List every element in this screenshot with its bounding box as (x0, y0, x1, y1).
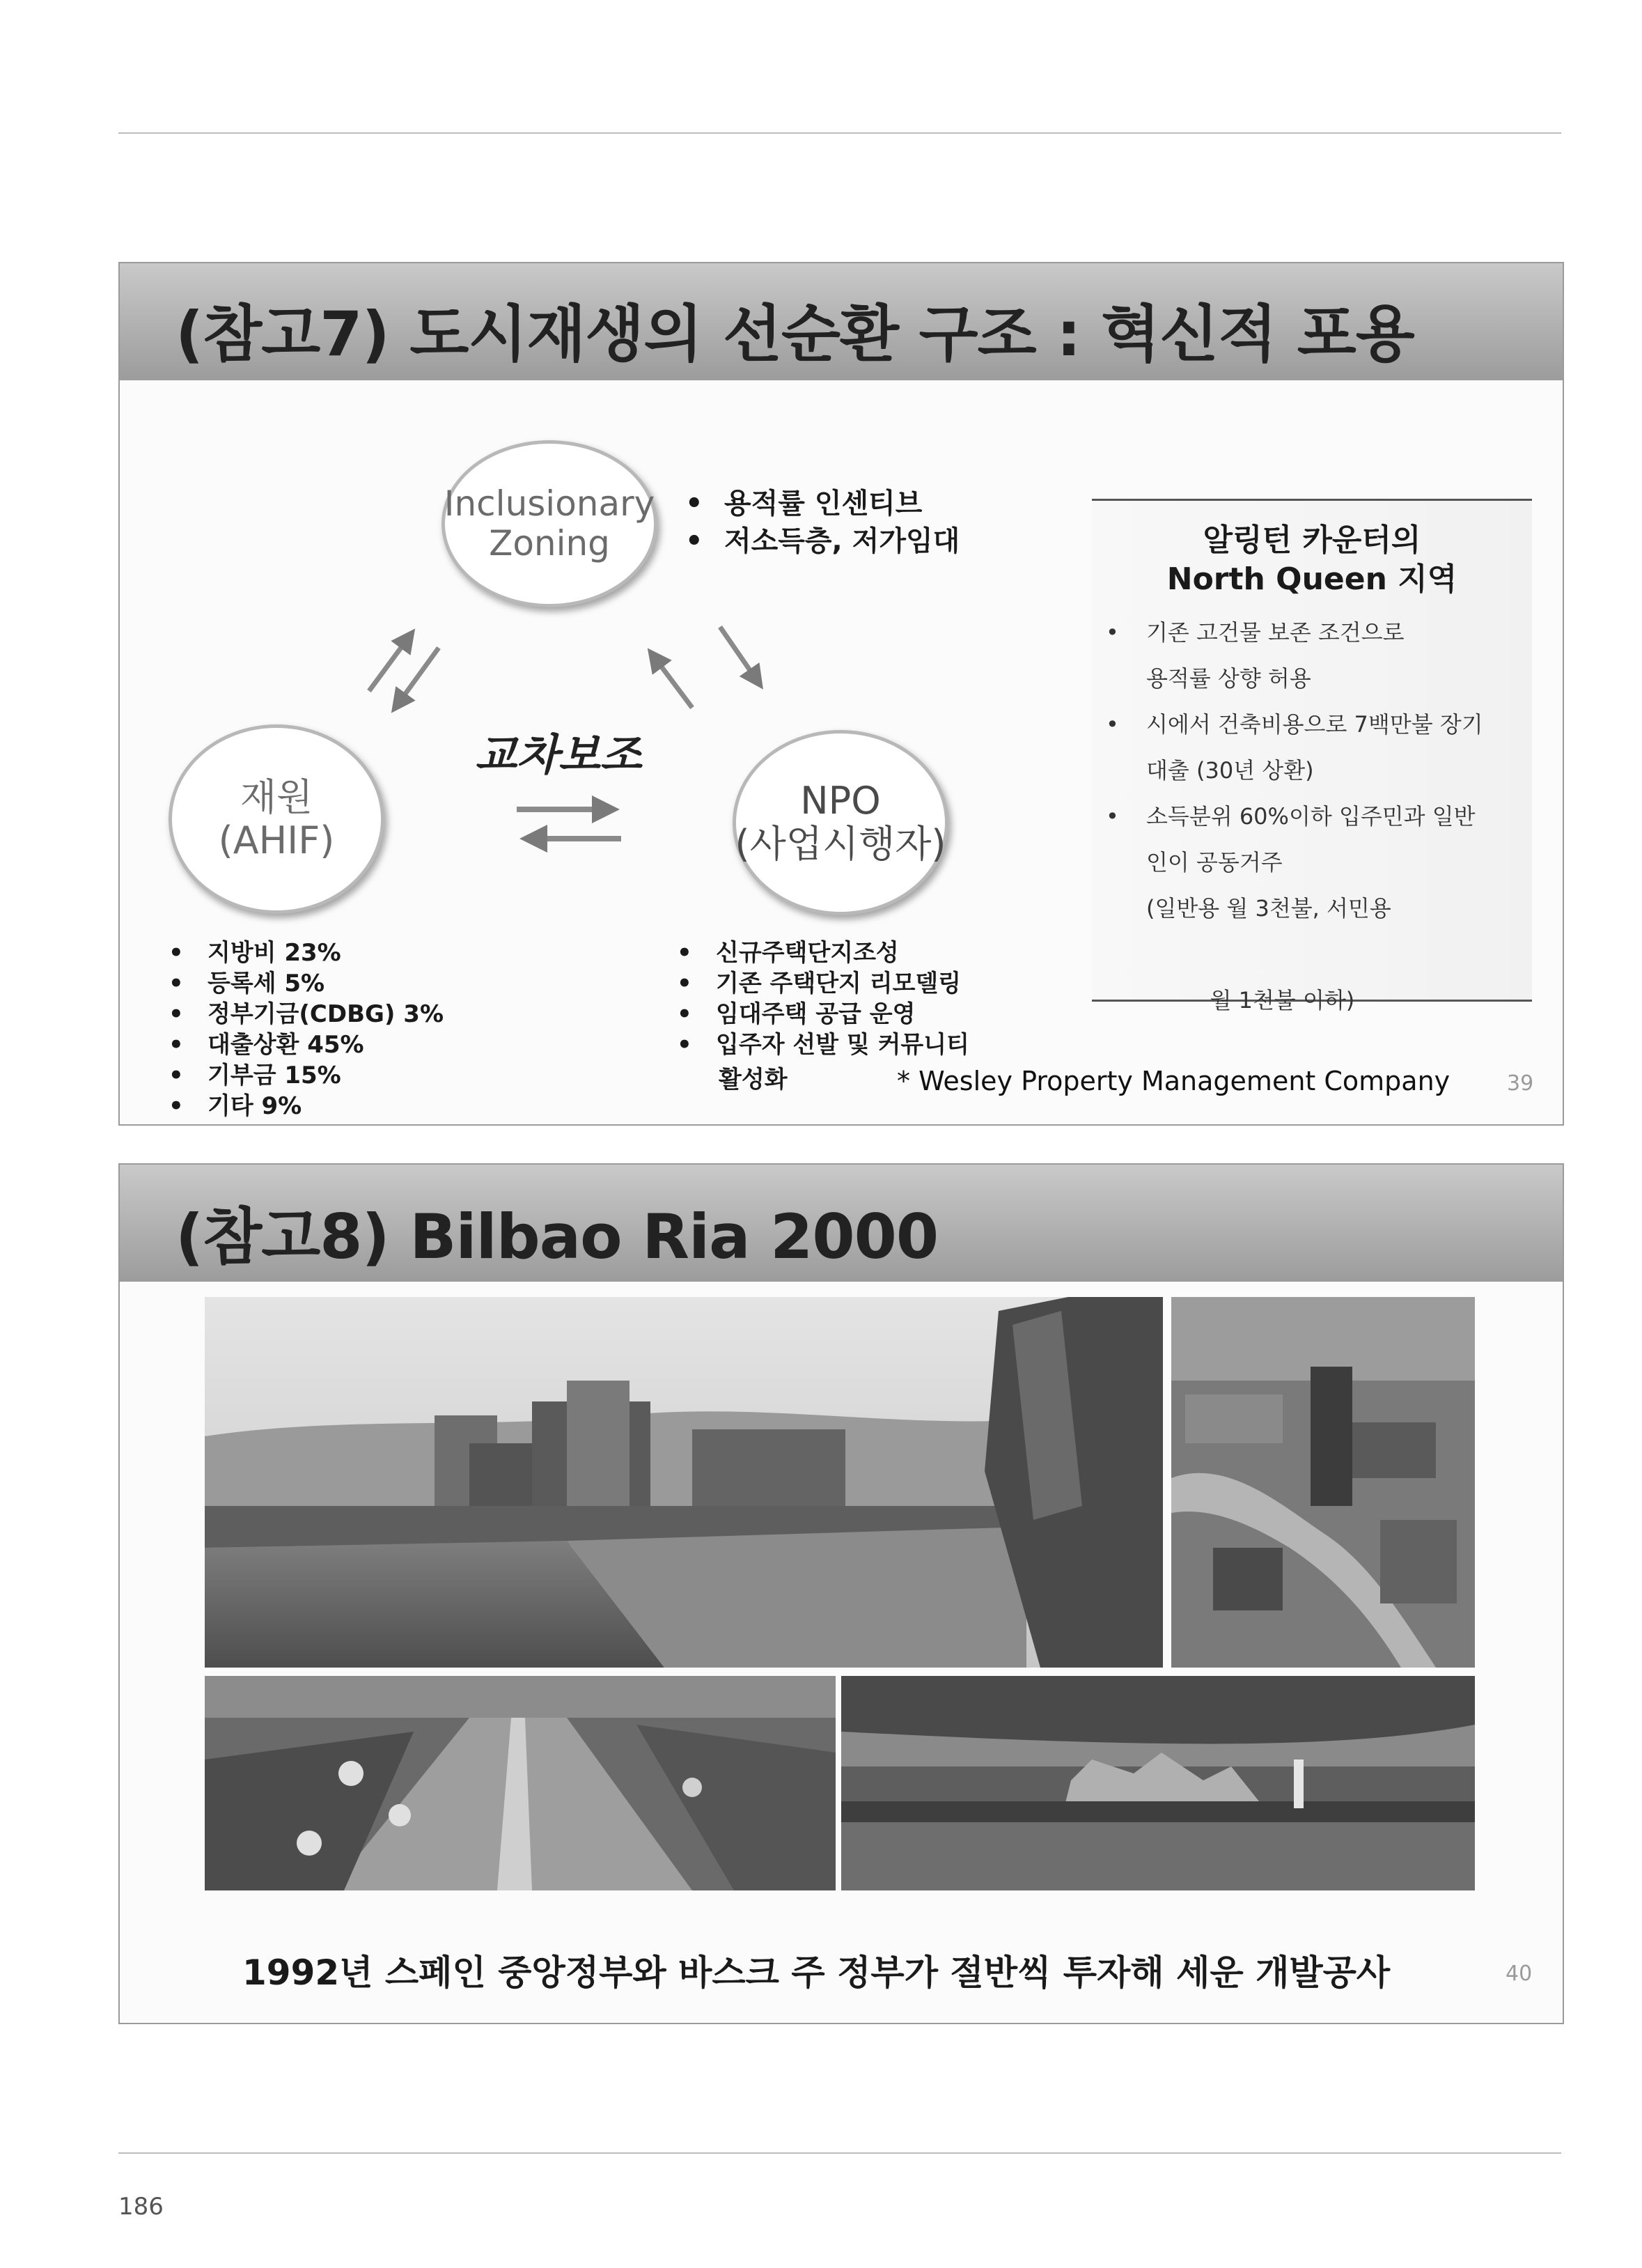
zoning-bullet: • 용적률 인센티브 (685, 485, 960, 522)
cross-subsidy-label: 교차보조 (475, 729, 642, 780)
page-number: 186 (118, 2193, 164, 2221)
activity-item: • 임대주택 공급 운영 (677, 999, 969, 1030)
bilbao-boulevard-photo (205, 1676, 836, 1890)
slide-40 (118, 1163, 1564, 2024)
north-queen-box (1092, 499, 1532, 1013)
box-item-text: 인이 공동거주 (1146, 849, 1283, 876)
bottom-rule (118, 2152, 1561, 2154)
bilbao-caption: 1992년 스페인 중앙정부와 바스크 주 정부가 절반씩 투자해 세운 개발공사 (242, 1952, 1391, 1993)
zoning-bullet: • 저소득층, 저가임대 (685, 522, 960, 560)
box-item-text: 용적률 상향 허용 (1146, 665, 1311, 692)
box-item: • 소득분위 60%이하 입주민과 일반 (1106, 803, 1476, 830)
funding-item: • 정부기금(CDBG) 3% (169, 999, 444, 1030)
bilbao-aerial-photo (1171, 1297, 1475, 1668)
box-item (1106, 655, 1483, 701)
funding-item: • 기부금 15% (169, 1060, 444, 1091)
bilbao-guggenheim-photo (841, 1676, 1475, 1890)
circle-top-line1: Inclusionary (444, 483, 655, 524)
box-items (1106, 609, 1483, 1023)
footnote: * Wesley Property Management Company (897, 1066, 1451, 1096)
box-item: • 기존 고건물 보존 조건으로 (1106, 619, 1405, 646)
funding-item: • 등록세 5% (169, 968, 444, 999)
activity-item: • 기존 주택단지 리모델링 (677, 968, 969, 999)
slide-number: 40 (1506, 1962, 1533, 1986)
box-item (1106, 931, 1483, 1023)
circle-top-line2: Zoning (489, 523, 610, 564)
slide-39 (118, 262, 1564, 1126)
box-title-line1: 알링턴 카운터의 (1203, 522, 1421, 558)
box-item (1106, 839, 1483, 885)
top-rule (118, 132, 1561, 134)
funding-item: • 대출상환 45% (169, 1030, 444, 1060)
bilbao-riverside-photo (205, 1297, 1163, 1668)
box-item-text: 대출 (30년 상환) (1146, 757, 1314, 784)
slide-40-title: (참고8) Bilbao Ria 2000 (175, 1201, 939, 1273)
funding-item: • 지방비 23% (169, 938, 444, 968)
circle-left-line2: (AHIF) (218, 818, 335, 862)
box-item-text: 기존 고건물 보존 조건으로 (1146, 619, 1405, 646)
box-item-text: 월 1천불 이하) (1203, 987, 1355, 1013)
npo-activities-list (677, 938, 969, 1060)
circle-right-line2: (사업시행자) (735, 822, 946, 866)
slide-39-title: (참고7) 도시재생의 선순환 구조 : 혁신적 포용 (175, 298, 1414, 370)
circle-right-line1: NPO (800, 778, 881, 823)
box-title-line2: North Queen 지역 (1166, 561, 1457, 597)
circle-left-line1: 재원 (240, 775, 313, 819)
box-item (1106, 747, 1483, 793)
funding-sources-list (169, 938, 444, 1121)
box-item: • 시에서 건축비용으로 7백만불 장기 (1106, 711, 1483, 738)
funding-item: • 기타 9% (169, 1091, 444, 1121)
box-item-text: 소득분위 60%이하 입주민과 일반 (1146, 803, 1476, 830)
activity-item-continuation: 활성화 (719, 1066, 788, 1094)
slide-number: 39 (1507, 1071, 1534, 1096)
box-item-text: 시에서 건축비용으로 7백만불 장기 (1146, 711, 1483, 738)
box-item (1106, 885, 1483, 931)
box-item-text: (일반용 월 3천불, 서민용 (1146, 895, 1391, 922)
slide-40-header (120, 1165, 1563, 1282)
activity-item: • 신규주택단지조성 (677, 938, 969, 968)
activity-item: • 입주자 선발 및 커뮤니티 (677, 1030, 969, 1060)
